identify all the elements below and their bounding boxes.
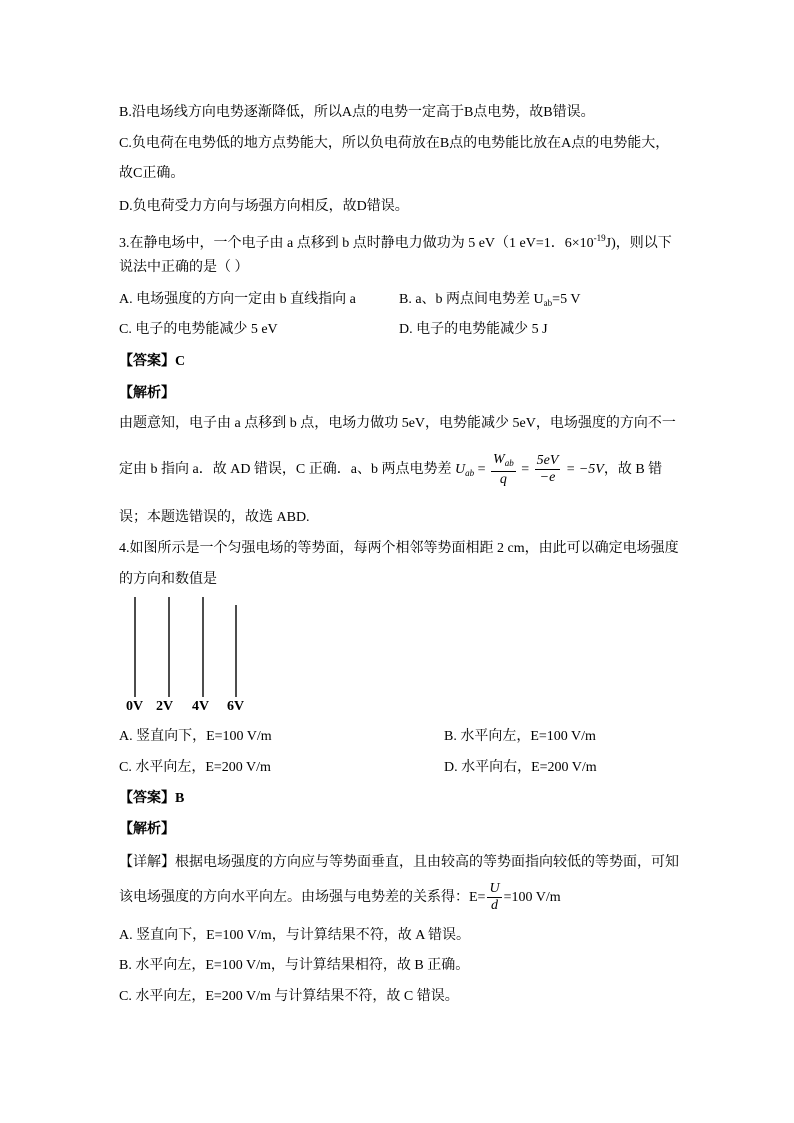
text-line: B.沿电场线方向电势逐渐降低，所以A点的电势一定高于B点电势，故B错误。 — [119, 105, 595, 120]
analysis-text: 由题意知，电子由 a 点移到 b 点，电场力做功 5eV，电势能减少 5eV，电场强度的方向不一 — [119, 416, 676, 431]
analysis-text: 【详解】根据电场强度的方向应与等势面垂直，且由较高的等势面指向较低的等势面，可知 — [119, 855, 679, 870]
potential-label: 6V — [227, 699, 245, 714]
potential-label: 4V — [192, 699, 210, 714]
question-3-stem: 说法中正确的是（ ） — [119, 260, 249, 275]
answer-label: 【答案】C — [119, 354, 186, 369]
equipotential-diagram — [119, 597, 279, 724]
question-3-stem: 3.在静电场中，一个电子由 a 点移到 b 点时静电力做功为 5 eV（1 eV=1．$6\times 10^{-19}J$)，则以下 — [119, 233, 672, 251]
analysis-label: 【解析】 — [119, 386, 175, 401]
analysis-text: A. 竖直向下，E=100 V/m，与计算结果不符，故 A 错误。 — [119, 928, 471, 943]
fraction: $\frac{U}{d}$ — [489, 881, 500, 914]
text-line: C.负电荷在电势低的地方点势能大，所以负电荷放在B点的电势能比放在A点的电势能大， — [119, 136, 670, 151]
fraction: $\frac{5eV}{-e}$ — [536, 453, 559, 486]
analysis-text: C. 水平向左，E=200 V/m 与计算结果不符，故 C 错误。 — [119, 989, 459, 1004]
potential-label: 0V — [126, 699, 144, 714]
option-d: D. 电子的电势能减少 5 J — [399, 322, 548, 337]
question-4-stem: 的方向和数值是 — [119, 572, 217, 587]
option-b: B. 水平向左，E=100 V/m — [444, 729, 596, 744]
analysis-formula-line: 该电场强度的方向水平向左。由场强与电势差的关系得：E= $\frac{U}{d}$ =100 V/m — [119, 881, 561, 914]
text-line: D.负电荷受力方向与场强方向相反，故D错误。 — [119, 199, 409, 214]
option-d: D. 水平向右，E=200 V/m — [444, 760, 597, 775]
option-c: C. 水平向左，E=200 V/m — [119, 760, 271, 775]
analysis-formula-line: 定由 b 指向 a．故 AD 错误，C 正确．a、b 两点电势差 $U_{ab}$ = $\frac{W_{ab}}{q}$ = $\frac{5eV}{-e}$ = −5V，故 B 错 — [119, 451, 663, 487]
answer-label: 【答案】B — [119, 791, 185, 806]
analysis-text: B. 水平向左，E=100 V/m，与计算结果相符，故 B 正确。 — [119, 958, 470, 973]
option-b: B. a、b 两点间电势差 $U_{ab}=5$ V — [399, 292, 581, 308]
analysis-label: 【解析】 — [119, 822, 175, 837]
option-a: A. 电场强度的方向一定由 b 直线指向 a — [119, 292, 356, 307]
option-a: A. 竖直向下，E=100 V/m — [119, 729, 272, 744]
question-4-stem: 4.如图所示是一个匀强电场的等势面，每两个相邻等势面相距 2 cm，由此可以确定电场强度 — [119, 541, 679, 556]
fraction: $\frac{W_{ab}}{q}$ — [493, 451, 514, 487]
text-line: 故C正确。 — [119, 166, 185, 181]
option-c: C. 电子的电势能减少 5 eV — [119, 322, 278, 337]
analysis-text: 误；本题选错误的，故选 ABD. — [119, 510, 310, 525]
potential-label: 2V — [156, 699, 174, 714]
